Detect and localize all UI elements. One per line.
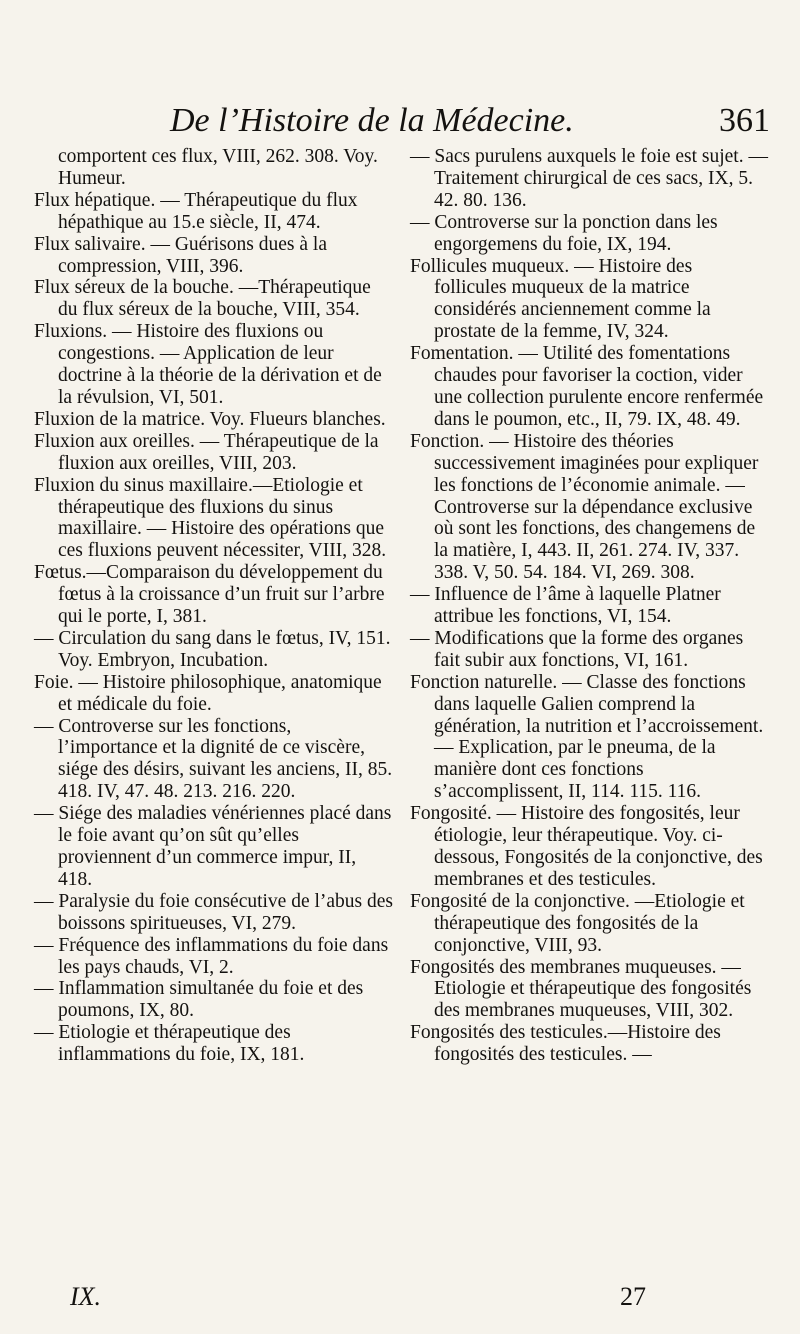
index-entry: Flux salivaire. — Guérisons dues à la compression, VIII, 396. [34,233,327,277]
index-entry: comportent ces flux, VIII, 262. 308. Voy. Humeur. [58,146,378,189]
index-entry: Flux hépatique. — Thérapeutique du flux hépathique au 15.e siècle, II, 474. [34,189,358,233]
index-entry: Fonction naturelle. — Classe des fonctions dans laquelle Galien comprend la génération, la nutrition et l’accroissement. — Explication, par le pneuma, de la manière dont ces fonctions s’accomplissent, II, 114. 115. 116. [410,671,764,803]
index-entry: Fongosités des testicules.—Histoire des fongosités des testicules. — [410,1022,721,1066]
index-entry: Foie. — Histoire philosophique, anatomique et médicale du foie. [34,671,382,715]
index-entry: Fluxion du sinus maxillaire.—Etiologie et thérapeutique des fluxions du sinus maxillaire. — Histoire des opérations que ces fluxions peuvent nécessiter, VIII, 328. [34,474,387,562]
index-entry: Follicules muqueux. — Histoire des follicules muqueux de la matrice considérés anciennement comme la prostate de la femme, IV, 324. [410,255,711,343]
index-entry: — Paralysie du foie consécutive de l’abus des boissons spiritueuses, VI, 279. [34,890,394,934]
index-entry: — Controverse sur les fonctions, l’importance et la dignité de ce viscère, siége des désirs, suivant les anciens, II, 85. 418. IV, 47. 48. 213. 216. 220. [34,715,393,803]
index-entry: — Circulation du sang dans le fœtus, IV, 151. Voy. Embryon, Incubation. [34,627,391,671]
index-entry: — Modifications que la forme des organes fait subir aux fonctions, VI, 161. [410,627,744,671]
index-entry: Fonction. — Histoire des théories successivement imaginées pour expliquer les fonctions de l’économie animale. — Controverse sur la dépendance exclusive où sont les fonctions, des changemens de la matière, I, 443. II, 261. 274. IV, 337. 338. V, 50. 54. 184. VI, 269. 308. [410,430,759,584]
index-entry: — Etiologie et thérapeutique des inflammations du foie, IX, 181. [34,1022,305,1066]
index-entry: Fluxion de la matrice. Voy. Flueurs blanches. [34,408,386,430]
index-entry: Fongosité. — Histoire des fongosités, leur étiologie, leur thérapeutique. Voy. ci-dessous, Fongosités de la conjonctive, des membranes et des testicules. [410,803,763,890]
index-entry: — Controverse sur la ponction dans les engorgemens du foie, IX, 194. [410,211,718,255]
signature-mark: IX. [70,1282,102,1311]
index-entry: Fluxion aux oreilles. — Thérapeutique de la fluxion aux oreilles, VIII, 203. [34,430,379,474]
running-title: De l’Histoire de la Médecine. [170,102,574,139]
left-column [34,146,394,1066]
index-entry: — Sacs purulens auxquels le foie est sujet. — Traitement chirurgical de ces sacs, IX, 5. 42. 80. 136. [410,146,768,211]
index-entry: Flux séreux de la bouche. —Thérapeutique du flux séreux de la bouche, VIII, 354. [34,277,371,321]
index-entry: — Influence de l’âme à laquelle Platner attribue les fonctions, VI, 154. [410,584,721,628]
index-entry: Fluxions. — Histoire des fluxions ou congestions. — Application de leur doctrine à la théorie de la dérivation et de la révulsion, VI, 501. [34,321,382,408]
index-entry: — Fréquence des inflammations du foie dans les pays chauds, VI, 2. [34,934,389,978]
index-entry: Fongosités des membranes muqueuses. — Etiologie et thérapeutique des fongosités des membranes muqueuses, VIII, 302. [410,956,752,1022]
page-header [170,98,770,144]
sheet-number: 27 [620,1282,646,1311]
index-entry: Fongosité de la conjonctive. —Etiologie et thérapeutique des fongosités de la conjonctive, VIII, 93. [410,890,745,956]
index-entry: Fomentation. — Utilité des fomentations chaudes pour favoriser la coction, vider une collection purulente encore renfermée dans le poumon, etc., II, 79. IX, 48. 49. [410,343,764,430]
index-entry: — Siége des maladies vénériennes placé dans le foie avant qu’on sût qu’elles proviennent d’un commerce impur, II, 418. [34,803,392,890]
page-number: 361 [719,102,770,139]
index-entry: Fœtus.—Comparaison du développement du fœtus à la croissance d’un fruit sur l’arbre qui le porte, I, 381. [34,562,385,628]
right-column [410,146,768,1066]
index-entry: — Inflammation simultanée du foie et des poumons, IX, 80. [34,978,364,1022]
